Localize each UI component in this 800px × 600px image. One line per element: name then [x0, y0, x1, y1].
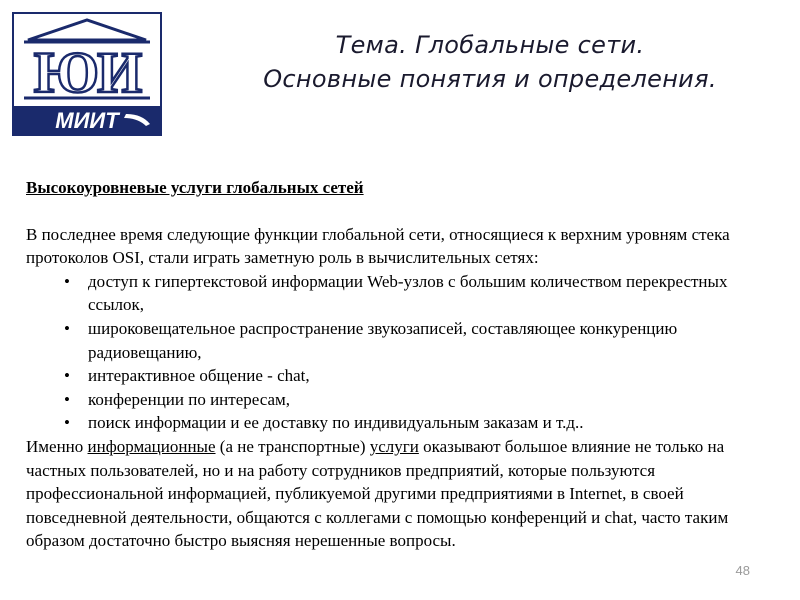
list-item: • интерактивное общение - chat, — [88, 364, 776, 388]
outro-text-2: (а не транспортные) — [215, 436, 370, 456]
logo-letters: ЮИ — [33, 40, 141, 105]
slide-title-line-2: Основные понятия и определения. — [263, 65, 717, 93]
outro-paragraph — [26, 435, 776, 553]
list-item: • доступ к гипертекстовой информации Web-узлов с большим количеством перекрестных ссылок, — [88, 270, 776, 317]
page-number: 48 — [735, 563, 750, 578]
section-heading: Высокоуровневые услуги глобальных сетей — [26, 178, 364, 197]
outro-text-3: оказывают большое влияние не только на частных пользователей, но и на работу сотрудников предприятий, которые пользуются профессиональной информацией, публикуемой другими предприятиями в Internet, в своей повседневной деятельности, общаются с коллегами с помощью конференций и chat, часто таким образом достаточно быстро выясняя нерешенные вопросы. — [26, 436, 729, 551]
list-item: • широковещательное распространение звукозаписей, составляющее конкуренцию радиовещанию, — [88, 317, 776, 364]
slide-title — [190, 28, 790, 96]
miit-logo — [12, 12, 162, 136]
list-item: • конференции по интересам, — [88, 388, 776, 412]
intro-paragraph: В последнее время следующие функции глобальной сети, относящиеся к верхним уровням стека протоколов OSI, стали играть заметную роль в вычислительных сетях: — [26, 224, 730, 268]
underlined-term-informational: информационные — [87, 436, 216, 456]
services-list — [26, 270, 776, 435]
slide-title-line-1: Тема. Глобальные сети. — [335, 31, 645, 59]
underlined-term-services: услуги — [369, 436, 419, 456]
slide-body — [26, 176, 776, 553]
outro-text-1: Именно — [26, 436, 88, 456]
logo-miit-text: МИИТ — [55, 108, 119, 133]
list-item: • поиск информации и ее доставку по индивидуальным заказам и т.д.. — [88, 411, 776, 435]
logo-graphic — [14, 14, 160, 134]
